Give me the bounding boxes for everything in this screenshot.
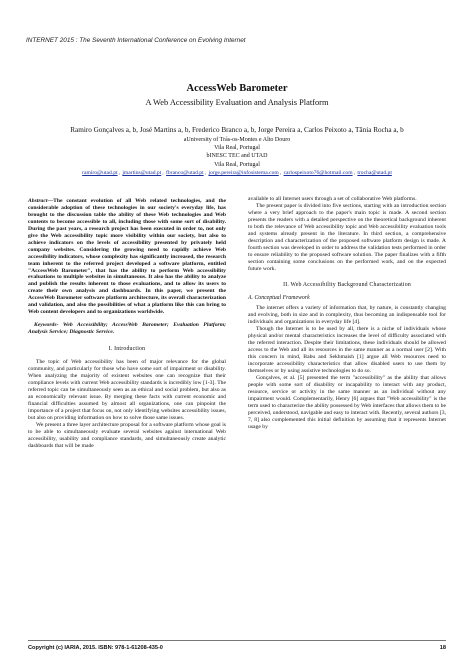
paper-title: AccessWeb Barometer <box>186 83 288 94</box>
affiliation-line: bINESC TEC and UTAD <box>206 153 268 160</box>
left-column <box>28 198 226 449</box>
paragraph: The topic of Web accessibility has been of major relevance for the global community, and particularly for those who have some sort of impairment or disability. When analyzing the majority of existent websites one can recognize that their compliance levels with current Web accessibility standards is incredibly low [1-3]. The referred topic can be simultaneously seen as an ethical and social problem, but also as an economically relevant issue. By merging these facts with current economic and financial difficulties assumed by almost all organizations, one can pinpoint the importance of a project that focus on, not only identifying websites accessibility issues, but also on providing information on how to solve those same issues. <box>28 359 226 421</box>
paper-subtitle: A Web Accessibility Evaluation and Analysis Platform <box>145 98 329 107</box>
email-link[interactable]: ramiro@utad.pt <box>82 170 118 176</box>
subsection-heading: A. Conceptual Framework <box>248 295 310 302</box>
abstract-text: —The constant evolution of all Web related technologies, and the considerable adoption of these technologies in our society's everyday life, has brought to the discussion table the ability of these Web technologies and Web contents to become accessible to all, including those with some sort of disability. During the past years, a research project has been executed in order to, not only give the Web accessibility topic more visibility within our society, but also to achieve indicators on the levels of accessibility presented by privately held company websites. Considering the growing need to rapidly achieve Web accessibility indicators, whose complexity has significantly increased, the research team inherent to the referred project developed a software platform, entitled "AccessWeb Barometer", that has the ability to perform Web accessibility evaluations to multiple websites in simultaneous. It also has the ability to analyze and publish the results inherent to those evaluations, and to allow its users to create their own analysis and dashboards. In this paper, we present the AccessWeb Barometer software platform architecture, its overall characterization and validation, and also the possibilities of what a platform like this can bring to Web content developers and to organizations worldwide. <box>28 198 226 316</box>
paragraph: The present paper is divided into five sections, starting with an introduction section where a very brief approach to the paper's main topic is made. A second section presents the readers with a detailed perspective on the theoretical background inherent to both the relevance of Web accessibility topic and Web accessibility evaluation tools and systems already present in the literature. In third section, a comprehensive description and characterization of the proposed software platform design is made. A fourth section was developed in order to address the validation tests performed in order to ensure reliability to the proposed software solution. The paper finalizes with a fifth section containing some conclusions on the performed work, and on the expected future work. <box>248 202 446 272</box>
email-link[interactable]: fbranco@utad.pt <box>166 170 204 176</box>
email-link[interactable]: carlospeixoto76@hotmail.com <box>283 170 353 176</box>
copyright-footer: Copyright (c) IARIA, 2015. ISBN: 978-1-61208-435-0 <box>28 645 163 651</box>
footer-divider <box>28 640 446 641</box>
affiliations <box>60 136 414 169</box>
section-heading-introduction: I. Introduction <box>108 346 146 353</box>
author-list: Ramiro Gonçalves a, b, José Martins a, b, Frederico Branco a, b, Jorge Pereira a, Carlos Peixoto a, Tânia Rocha a, b <box>70 126 404 134</box>
email-link[interactable]: trocha@utad.pt <box>357 170 392 176</box>
paragraph: We present a three layer architecture proposal for a software platform whose goal is to be able to simultaneously evaluate several websites against international Web accessibility, usability and compliance standards, and simultaneously create analytic dashboards that will be made <box>28 421 226 449</box>
abstract-label: Abstract <box>28 198 48 204</box>
email-link[interactable]: jmartins@utad.pt <box>122 170 162 176</box>
paragraph: Though the Internet is to be used by all, there is a niche of individuals whose physical and/or mental characteristics increases the level of difficulty associated with the referred interaction. Despite their limitations, these individuals should be allowed access to the Web and all its resources in the same manner as a normal user [2]. With this concern in mind, Babu and Sekhmaish [1] argue all Web resources need to incorporate accessibility characteristics that allow disabled users to use them by themselves or by using assistive technologies to do so. <box>248 326 446 374</box>
abstract <box>28 198 226 316</box>
paragraph: The internet offers a variety of information that, by nature, is constantly changing and evolving, both in size and in complexity, thus becoming an indispensable tool for individuals and organizations in everyday life [4]. <box>248 305 446 326</box>
affiliation-line: Vila Real, Portugal <box>214 161 260 168</box>
right-column <box>248 196 446 431</box>
affiliation-line: aUniversity of Trás-os-Montes e Alto Douro <box>183 137 291 143</box>
paragraph: Gonçalves, et al. [5] presented the term "accessibility" as the ability that allows people with some sort of disability or incapability to interact with any product, resource, service or activity in the same manner as an individual without any impairment would. Complementarily, Henry [6] argues that "Web accessibility" is the term used to characterize the ability possessed by Web interfaces that allows them to be perceived, understood, navigable and easy to interact with. Recently, several authors [3, 7, 8] also complemented this initial definition by assuming that it represents Internet usage by <box>248 374 446 430</box>
paragraph: available to all Internet users through a set of collaborative Web platforms. <box>248 196 417 202</box>
email-link[interactable]: jorge.pereira@infosistema.com <box>208 170 279 176</box>
keywords: Keywords- Web Accessibility; AccessWeb Barometer; Evaluation Platform; Analysis Service; Diagnostic Service. <box>28 322 226 336</box>
section-heading-background: II. Web Accessibility Background Characterization <box>283 282 411 289</box>
email-list: ramiro@utad.pt, jmartins@utad.pt, fbranco@utad.pt, jorge.pereira@infosistema.com, carlospeixoto76@hotmail.com, trocha@utad.pt <box>82 170 392 176</box>
page-number: 18 <box>439 645 446 651</box>
conference-header: INTERNET 2015 : The Seventh International Conference on Evolving Internet <box>26 37 246 44</box>
affiliation-line: Vila Real, Portugal <box>214 145 260 152</box>
